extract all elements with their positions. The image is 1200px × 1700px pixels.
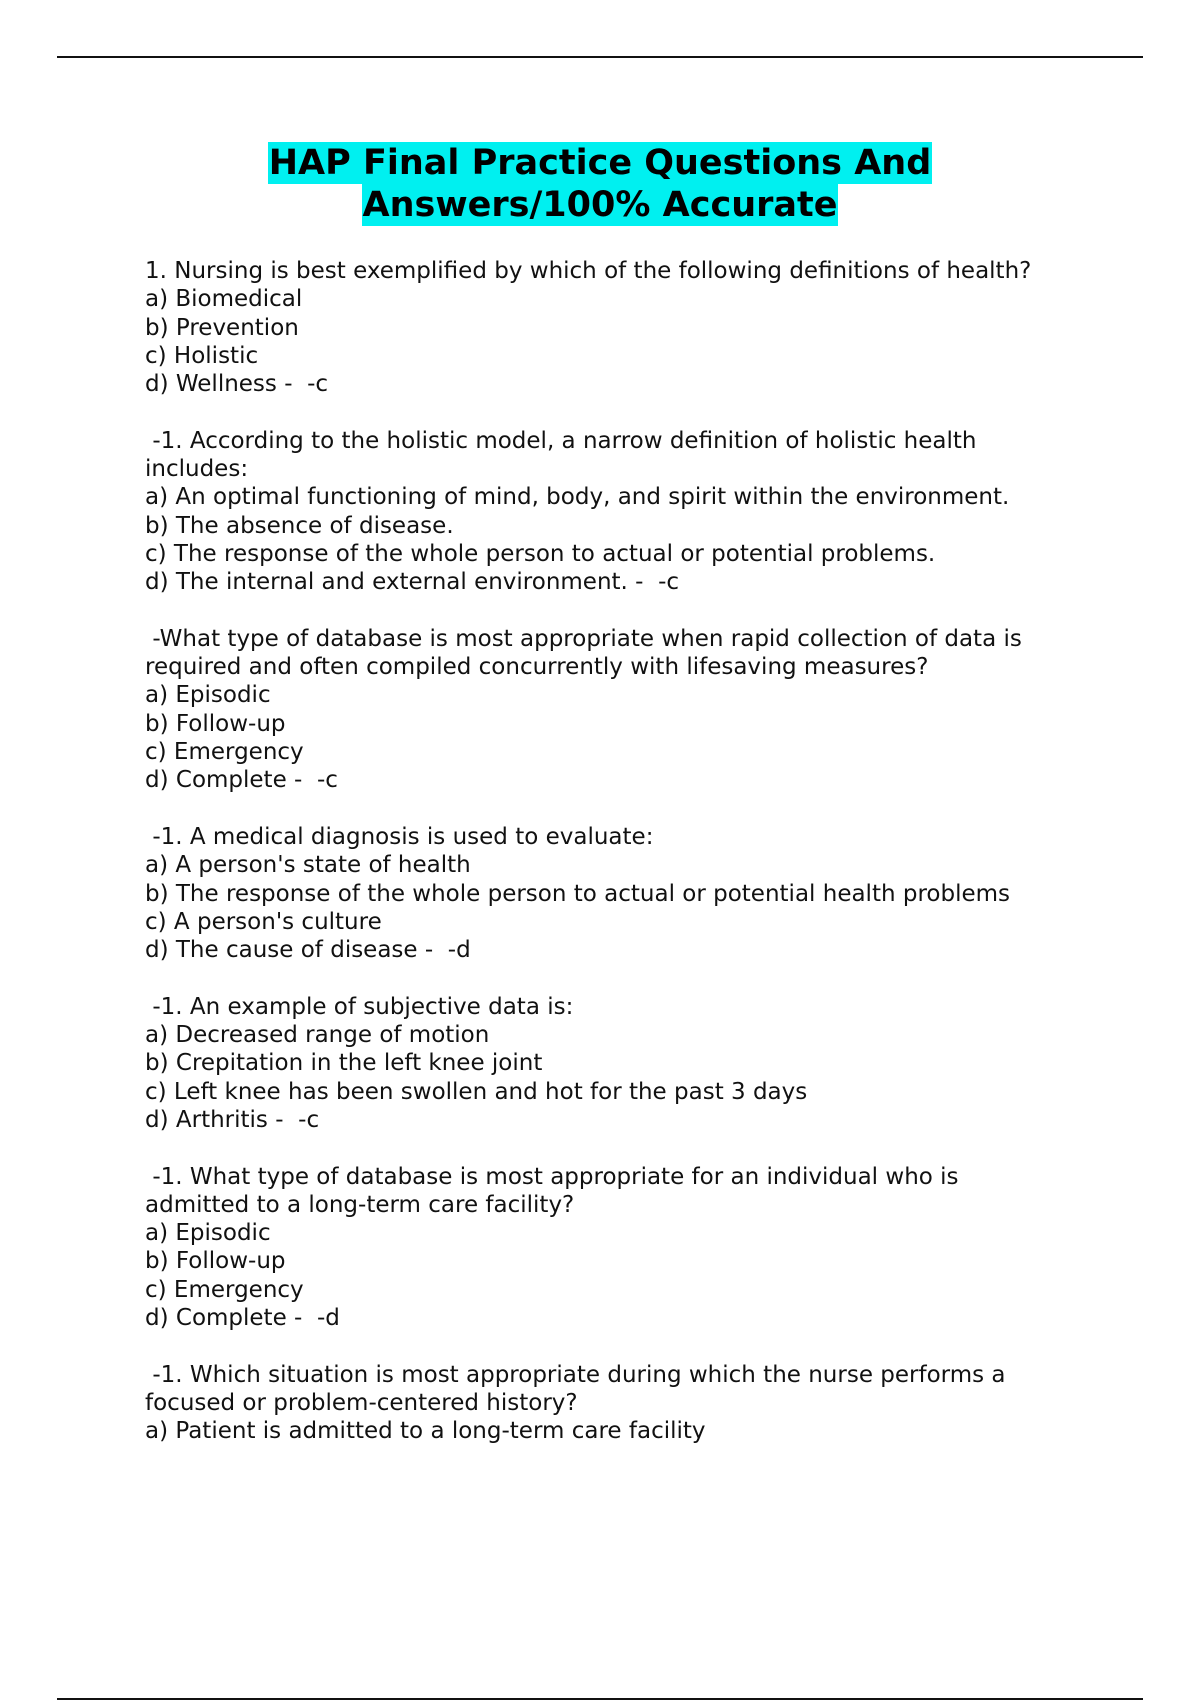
question-stem: admitted to a long-term care facility?	[145, 1191, 575, 1218]
answer-option: c) A person's culture	[145, 908, 382, 935]
question-block	[145, 1361, 1105, 1446]
answer-option: c) Emergency	[145, 1276, 304, 1303]
answer-option: b) Follow-up	[145, 710, 286, 737]
question-block	[145, 1163, 1105, 1333]
answer-option: c) Left knee has been swollen and hot for the past 3 days	[145, 1078, 808, 1105]
question-stem: -1. A medical diagnosis is used to evaluate:	[145, 823, 654, 850]
title-line-1: HAP Final Practice Questions And	[268, 143, 932, 183]
answer-option: a) Episodic	[145, 1220, 271, 1247]
answer-option: d) Complete - -c	[145, 767, 338, 794]
answer-option: b) Prevention	[145, 314, 299, 341]
answer-option: a) A person's state of health	[145, 852, 471, 879]
answer-option: a) An optimal functioning of mind, body, and spirit within the environment.	[145, 484, 1010, 511]
question-stem: -1. According to the holistic model, a narrow definition of holistic health	[145, 427, 977, 454]
title-line-2: Answers/100% Accurate	[362, 185, 838, 225]
question-block	[145, 993, 1105, 1134]
answer-option: c) The response of the whole person to actual or potential problems.	[145, 540, 936, 567]
answer-option: a) Decreased range of motion	[145, 1022, 490, 1049]
answer-option: a) Patient is admitted to a long-term care facility	[145, 1418, 706, 1445]
answer-option: b) Crepitation in the left knee joint	[145, 1050, 543, 1077]
question-stem: includes:	[145, 456, 249, 483]
answer-option: c) Emergency	[145, 739, 304, 766]
question-stem: required and often compiled concurrently with lifesaving measures?	[145, 654, 929, 681]
answer-option: b) The absence of disease.	[145, 512, 454, 539]
question-block	[145, 257, 1105, 398]
question-block	[145, 823, 1105, 964]
answer-option: b) Follow-up	[145, 1248, 286, 1275]
document-title	[0, 142, 1200, 226]
question-block	[145, 427, 1105, 597]
top-rule	[57, 56, 1143, 58]
question-list	[145, 257, 1105, 1474]
answer-option: c) Holistic	[145, 342, 259, 369]
answer-option: d) The internal and external environment. - -c	[145, 569, 680, 596]
answer-option: d) Wellness - -c	[145, 371, 329, 398]
answer-option: b) The response of the whole person to actual or potential health problems	[145, 880, 1011, 907]
answer-option: d) Arthritis - -c	[145, 1106, 320, 1133]
answer-option: a) Biomedical	[145, 286, 303, 313]
question-stem: -1. What type of database is most appropriate for an individual who is	[145, 1163, 959, 1190]
question-stem: focused or problem-centered history?	[145, 1389, 578, 1416]
answer-option: d) The cause of disease - -d	[145, 937, 471, 964]
question-stem: -1. An example of subjective data is:	[145, 993, 574, 1020]
answer-option: a) Episodic	[145, 682, 271, 709]
question-stem: -1. Which situation is most appropriate during which the nurse performs a	[145, 1361, 1006, 1388]
question-block	[145, 625, 1105, 795]
question-stem: -What type of database is most appropriate when rapid collection of data is	[145, 625, 1022, 652]
answer-option: d) Complete - -d	[145, 1304, 340, 1331]
question-stem: 1. Nursing is best exemplified by which of the following definitions of health?	[145, 258, 1032, 284]
